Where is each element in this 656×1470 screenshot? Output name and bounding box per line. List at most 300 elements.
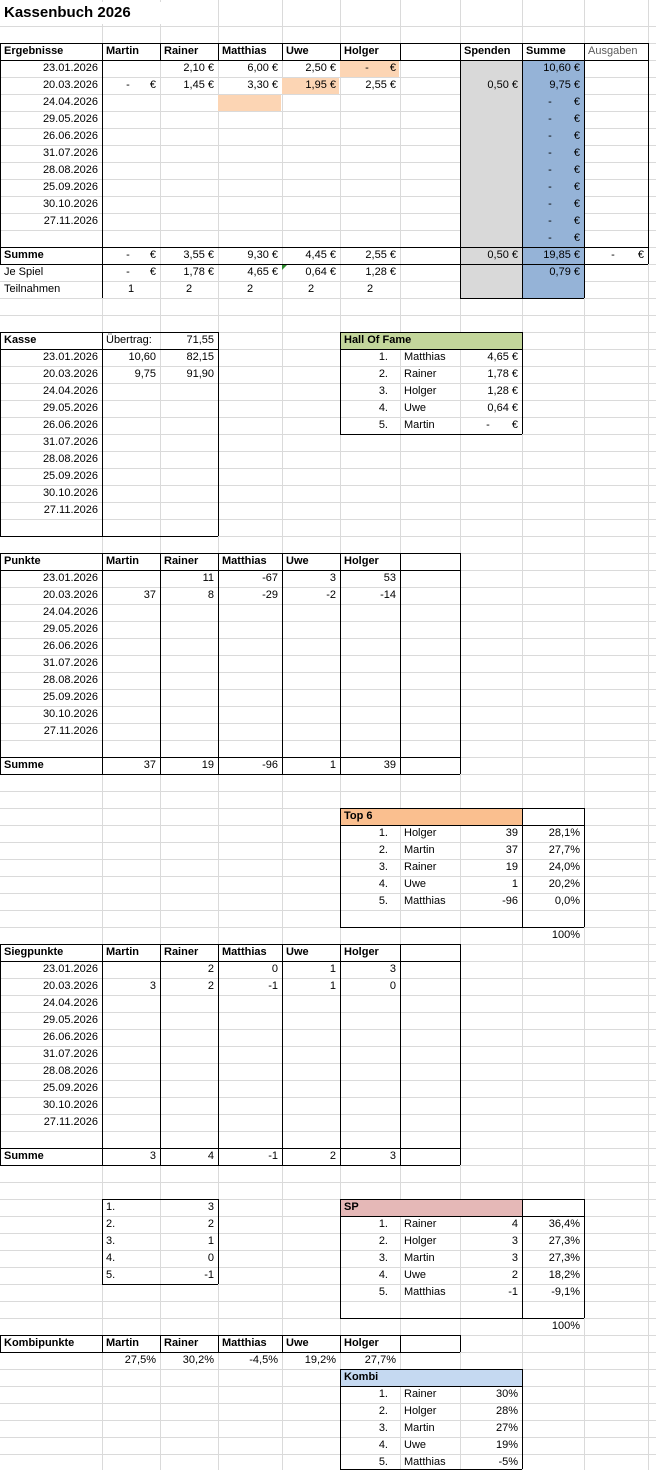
table-border [340,349,522,350]
teilnahmen-value[interactable]: 2 [185,283,193,295]
punkte-value[interactable]: 8 [207,589,214,601]
table-border [340,1199,584,1200]
je-spiel-value[interactable]: 1,28 € [365,266,396,278]
punkte-date[interactable]: 24.04.2026 [42,606,98,618]
table-border [160,43,161,60]
hall-of-fame-rank[interactable]: 4. [378,402,388,414]
sp-value[interactable]: -1 [508,1286,518,1298]
table-border [102,332,103,536]
kombipunkte-value[interactable]: 30,2% [182,1354,214,1366]
kombi-title[interactable]: Kombi [344,1371,379,1383]
sp-pct[interactable]: 36,4% [548,1218,580,1230]
ergebnisse-value[interactable]: 3,30 € [247,79,278,91]
ergebnisse-header-summe[interactable]: Summe [526,45,566,57]
kombi-name[interactable]: Martin [404,1422,435,1434]
ergebnisse-date[interactable]: 28.08.2026 [42,164,98,176]
kombipunkte-value[interactable]: -4,5% [249,1354,278,1366]
kombi-name[interactable]: Holger [404,1405,437,1417]
je-spiel-value[interactable]: 4,65 € [247,266,278,278]
kasse-label[interactable]: Kasse [4,334,37,346]
punkte-date[interactable]: 31.07.2026 [42,657,98,669]
table-border [460,944,461,1165]
siegpunkte-date[interactable]: 27.11.2026 [43,1116,98,1128]
punkte-value[interactable]: 11 [202,572,214,584]
table-border [340,944,341,1165]
kasse-date[interactable]: 31.07.2026 [42,436,98,448]
table-border [0,247,648,248]
kombipunkte-header-martin[interactable]: Martin [106,1337,139,1349]
kasse-einnahme[interactable]: 9,75 [134,368,156,380]
table-border [340,1199,341,1318]
punkte-summe-value[interactable]: -96 [262,759,278,771]
ergebnisse-date[interactable]: 31.07.2026 [42,147,98,159]
top6-pct[interactable]: 20,2% [548,878,580,890]
teilnahmen-label[interactable]: Teilnahmen [4,283,61,295]
ergebnisse-date[interactable]: 30.10.2026 [42,198,98,210]
siegpunkte-summe-value[interactable]: 3 [389,1150,396,1162]
ranking-rank[interactable]: 1. [106,1201,116,1213]
siegpunkte-header-martin[interactable]: Martin [106,946,139,958]
spenden-summe[interactable]: 0,50 € [487,249,518,261]
siegpunkte-header-matthias[interactable]: Matthias [222,946,267,958]
ergebnisse-header-spenden[interactable]: Spenden [464,45,511,57]
top6-name[interactable]: Martin [404,844,435,856]
table-border [218,1335,219,1352]
punkte-value[interactable]: -2 [326,589,336,601]
sp-rank[interactable]: 2. [378,1235,388,1247]
kombipunkte-value[interactable]: 27,5% [124,1354,156,1366]
kasse-date[interactable]: 30.10.2026 [42,487,98,499]
table-border [340,1369,341,1469]
kombi-rank[interactable]: 2. [378,1405,388,1417]
ranking-value[interactable]: 3 [207,1201,214,1213]
punkte-date[interactable]: 23.01.2026 [42,572,98,584]
kombi-value[interactable]: 27% [495,1422,518,1434]
hall-of-fame-rank[interactable]: 2. [378,368,388,380]
je-spiel-value[interactable]: 0,64 € [282,264,340,281]
punkte-value[interactable]: 3 [329,572,336,584]
kasse-einnahme[interactable]: 10,60 [128,351,156,363]
punkte-summe-value[interactable]: 37 [143,759,156,771]
summe-value[interactable]: - € [548,232,580,244]
ergebnisse-value[interactable]: 1,95 € [305,79,336,91]
siegpunkte-date[interactable]: 31.07.2026 [42,1048,98,1060]
top6-title[interactable]: Top 6 [344,810,373,822]
summe-value[interactable]: - € [548,130,580,142]
kombi-value[interactable]: 28% [495,1405,518,1417]
table-border [584,808,585,927]
hall-of-fame-title[interactable]: Hall Of Fame [344,334,412,346]
top6-name[interactable]: Uwe [404,878,427,890]
punkte-date[interactable]: 25.09.2026 [42,691,98,703]
ergebnisse-summe-value[interactable]: - € [126,249,156,261]
ergebnisse-value[interactable]: - € [126,79,156,91]
siegpunkte-value[interactable]: 0 [271,963,278,975]
je-spiel-label[interactable]: Je Spiel [4,266,44,278]
table-border [340,434,522,435]
sp-value[interactable]: 4 [511,1218,518,1230]
punkte-summe-value[interactable]: 19 [201,759,214,771]
table-border [0,1165,460,1166]
summe-value[interactable]: - € [548,215,580,227]
table-border [522,332,523,434]
teilnahmen-value[interactable]: 1 [127,283,135,295]
punkte-value[interactable]: -29 [262,589,278,601]
ergebnisse-header-matthias[interactable]: Matthias [222,45,267,57]
top6-value[interactable]: 39 [505,827,518,839]
table-border [340,808,584,809]
sp-name[interactable]: Uwe [404,1269,427,1281]
teilnahmen-value[interactable]: 2 [246,283,254,295]
kombi-value[interactable]: -5% [498,1456,518,1468]
table-border [400,43,401,60]
uebertrag-value[interactable]: 71,55 [186,334,214,346]
hall-of-fame-rank[interactable]: 5. [378,419,388,431]
hall-of-fame-value[interactable]: 1,78 € [487,368,518,380]
top6-value[interactable]: 1 [511,878,518,890]
ergebnisse-value[interactable]: 2,50 € [305,62,336,74]
top6-name[interactable]: Holger [404,827,437,839]
table-border [102,1284,218,1285]
table-border [218,944,219,1165]
top6-pct[interactable]: 24,0% [548,861,580,873]
ergebnisse-summe-value[interactable]: 4,45 € [305,249,336,261]
ergebnisse-value[interactable]: - € [365,62,396,74]
sp-value[interactable]: 2 [511,1269,518,1281]
kasse-stand[interactable]: 91,90 [186,368,214,380]
siegpunkte-summe-value[interactable]: 2 [329,1150,336,1162]
siegpunkte-date[interactable]: 30.10.2026 [42,1099,98,1111]
kasse-date[interactable]: 29.05.2026 [42,402,98,414]
kasse-date[interactable]: 20.03.2026 [42,368,98,380]
ergebnisse-value[interactable]: 2,10 € [183,62,214,74]
siegpunkte-value[interactable]: 1 [329,980,336,992]
punkte-header-holger[interactable]: Holger [344,555,379,567]
top6-rank[interactable]: 2. [378,844,388,856]
kombipunkte-header-kombipunkte[interactable]: Kombipunkte [4,1337,75,1349]
table-border [0,757,460,758]
table-border [218,1199,219,1284]
hall-of-fame-rank[interactable]: 3. [378,385,388,397]
summe-value[interactable]: - € [548,164,580,176]
siegpunkte-header-holger[interactable]: Holger [344,946,379,958]
table-border [0,60,648,61]
sp-rank[interactable]: 3. [378,1252,388,1264]
ergebnisse-header-rainer[interactable]: Rainer [164,45,199,57]
table-border [0,944,460,945]
table-border [218,43,219,60]
top6-rank[interactable]: 4. [378,878,388,890]
hall-of-fame-value[interactable]: - € [486,419,518,431]
kombipunkte-value[interactable]: 27,7% [364,1354,396,1366]
ergebnisse-value[interactable]: 2,55 € [365,79,396,91]
kombi-rank[interactable]: 5. [378,1456,388,1468]
sp-pct[interactable]: -9,1% [551,1286,580,1298]
table-border [0,553,460,554]
sp-rank[interactable]: 1. [378,1218,388,1230]
siegpunkte-summe-value[interactable]: 3 [149,1150,156,1162]
table-border [400,553,401,774]
sp-pct[interactable]: 27,3% [548,1252,580,1264]
table-border [340,1386,522,1387]
top6-name[interactable]: Matthias [404,895,446,907]
table-border [0,43,648,44]
punkte-date[interactable]: 27.11.2026 [43,725,98,737]
ergebnisse-date[interactable]: 27.11.2026 [43,215,98,227]
kasse-date[interactable]: 28.08.2026 [42,453,98,465]
ergebnisse-date[interactable]: 24.04.2026 [42,96,98,108]
hall-of-fame-value[interactable]: 1,28 € [487,385,518,397]
sp-rank[interactable]: 5. [378,1286,388,1298]
kombipunkte-header-uwe[interactable]: Uwe [286,1337,309,1349]
siegpunkte-date[interactable]: 23.01.2026 [42,963,98,975]
table-border [102,1335,103,1352]
ranking-value[interactable]: 0 [207,1252,214,1264]
top6-value[interactable]: -96 [502,895,518,907]
siegpunkte-value[interactable]: 3 [389,963,396,975]
sp-value[interactable]: 3 [511,1235,518,1247]
kombi-name[interactable]: Matthias [404,1456,446,1468]
kombipunkte-header-rainer[interactable]: Rainer [164,1337,199,1349]
punkte-header-uwe[interactable]: Uwe [286,555,309,567]
table-border [0,1335,460,1336]
siegpunkte-value[interactable]: 3 [149,980,156,992]
siegpunkte-summe-label[interactable]: Summe [4,1150,44,1162]
je-spiel-value[interactable]: 1,78 € [183,266,214,278]
hall-of-fame-name[interactable]: Rainer [404,368,437,380]
table-border [160,944,161,1165]
kasse-date[interactable]: 23.01.2026 [42,351,98,363]
kasse-date[interactable]: 25.09.2026 [42,470,98,482]
ergebnisse-header-martin[interactable]: Martin [106,45,139,57]
top6-pct[interactable]: 27,7% [548,844,580,856]
ausgaben-summe[interactable]: - € [611,249,644,261]
ergebnisse-date[interactable]: 29.05.2026 [42,113,98,125]
hall-of-fame-value[interactable]: 0,64 € [487,402,518,414]
table-border [460,553,461,774]
ranking-value[interactable]: 1 [207,1235,214,1247]
summe-total[interactable]: 19,85 € [543,249,580,261]
table-border [340,553,341,774]
kombi-rank[interactable]: 4. [378,1439,388,1451]
ergebnisse-summe-label[interactable]: Summe [4,249,44,261]
ergebnisse-summe-value[interactable]: 3,55 € [183,249,214,261]
top6-rank[interactable]: 3. [378,861,388,873]
ranking-value[interactable]: 2 [207,1218,214,1230]
kombi-value[interactable]: 30% [495,1388,518,1400]
top6-value[interactable]: 37 [505,844,518,856]
siegpunkte-date[interactable]: 20.03.2026 [42,980,98,992]
punkte-date[interactable]: 28.08.2026 [42,674,98,686]
sp-pct[interactable]: 27,3% [548,1235,580,1247]
punkte-value[interactable]: 53 [383,572,396,584]
kombi-name[interactable]: Rainer [404,1388,437,1400]
ergebnisse-value[interactable]: 1,45 € [183,79,214,91]
summe-value[interactable]: - € [548,181,580,193]
summe-value[interactable]: 9,75 € [549,79,580,91]
page-title[interactable]: Kassenbuch 2026 [4,2,210,24]
punkte-summe-label[interactable]: Summe [4,759,44,771]
punkte-header-matthias[interactable]: Matthias [222,555,267,567]
sp-name[interactable]: Matthias [404,1286,446,1298]
table-border [340,927,584,928]
siegpunkte-date[interactable]: 26.06.2026 [42,1031,98,1043]
siegpunkte-value[interactable]: -1 [268,980,278,992]
siegpunkte-summe-value[interactable]: -1 [268,1150,278,1162]
kombi-rank[interactable]: 3. [378,1422,388,1434]
kasse-date[interactable]: 24.04.2026 [42,385,98,397]
top6-total[interactable]: 100% [551,929,580,941]
ranking-rank[interactable]: 5. [106,1269,116,1281]
hall-of-fame-rank[interactable]: 1. [378,351,388,363]
table-border [282,43,283,60]
kombi-value[interactable]: 19% [495,1439,518,1451]
kasse-stand[interactable]: 82,15 [186,351,214,363]
ergebnisse-header-holger[interactable]: Holger [344,45,379,57]
ergebnisse-date[interactable]: 25.09.2026 [42,181,98,193]
table-border [522,1199,523,1318]
spenden-value[interactable]: 0,50 € [487,79,518,91]
punkte-summe-value[interactable]: 39 [383,759,396,771]
je-spiel-summe[interactable]: 0,79 € [549,266,580,278]
punkte-value[interactable]: 37 [143,589,156,601]
table-border [160,553,161,774]
sp-value[interactable]: 3 [511,1252,518,1264]
top6-pct[interactable]: 28,1% [548,827,580,839]
ergebnisse-header-ergebnisse[interactable]: Ergebnisse [4,45,64,57]
table-border [282,1335,283,1352]
punkte-header-punkte[interactable]: Punkte [4,555,41,567]
summe-value[interactable]: - € [548,113,580,125]
siegpunkte-summe-value[interactable]: 4 [207,1150,214,1162]
top6-name[interactable]: Rainer [404,861,437,873]
siegpunkte-value[interactable]: 1 [329,963,336,975]
top6-pct[interactable]: 0,0% [554,895,580,907]
punkte-date[interactable]: 30.10.2026 [42,708,98,720]
ergebnisse-header-ausgaben[interactable]: Ausgaben [588,45,638,57]
ranking-rank[interactable]: 3. [106,1235,116,1247]
table-border [340,808,341,927]
table-border [340,1216,584,1217]
ergebnisse-summe-value[interactable]: 9,30 € [247,249,278,261]
hall-of-fame-name[interactable]: Martin [404,419,435,431]
table-border [648,43,649,264]
siegpunkte-header-uwe[interactable]: Uwe [286,946,309,958]
sp-name[interactable]: Rainer [404,1218,437,1230]
sp-title[interactable]: SP [344,1201,359,1213]
je-spiel-value[interactable]: - € [126,266,156,278]
table-border [218,553,219,774]
top6-value[interactable]: 19 [505,861,518,873]
ranking-rank[interactable]: 4. [106,1252,116,1264]
table-border [102,43,103,298]
siegpunkte-header-siegpunkte[interactable]: Siegpunkte [4,946,64,958]
hall-of-fame-name[interactable]: Matthias [404,351,446,363]
table-border [0,536,218,537]
kombi-rank[interactable]: 1. [378,1388,388,1400]
siegpunkte-date[interactable]: 25.09.2026 [42,1082,98,1094]
kombipunkte-header-holger[interactable]: Holger [344,1337,379,1349]
table-border [400,944,401,1165]
sp-name[interactable]: Martin [404,1252,435,1264]
siegpunkte-date[interactable]: 29.05.2026 [42,1014,98,1026]
sp-rank[interactable]: 4. [378,1269,388,1281]
table-border [584,43,585,298]
table-border [460,298,584,299]
top6-rank[interactable]: 5. [378,895,388,907]
table-border [340,1318,584,1319]
punkte-header-martin[interactable]: Martin [106,555,139,567]
lowest-value-highlight [218,95,281,111]
kasse-date[interactable]: 27.11.2026 [43,504,98,516]
punkte-header-rainer[interactable]: Rainer [164,555,199,567]
hall-of-fame-value[interactable]: 4,65 € [487,351,518,363]
table-border [218,332,219,536]
hall-of-fame-name[interactable]: Holger [404,385,437,397]
sp-total[interactable]: 100% [551,1320,580,1332]
summe-value[interactable]: 10,60 € [543,62,580,74]
table-border [0,43,1,264]
ergebnisse-value[interactable]: 6,00 € [247,62,278,74]
siegpunkte-value[interactable]: 0 [389,980,396,992]
kasse-date[interactable]: 26.06.2026 [42,419,98,431]
ergebnisse-date[interactable]: 26.06.2026 [42,130,98,142]
ranking-rank[interactable]: 2. [106,1218,116,1230]
siegpunkte-value[interactable]: 2 [207,980,214,992]
table-border [340,332,341,434]
summe-value[interactable]: - € [548,96,580,108]
sp-name[interactable]: Holger [404,1235,437,1247]
kombipunkte-header-matthias[interactable]: Matthias [222,1337,267,1349]
summe-value[interactable]: - € [548,198,580,210]
table-border [340,43,341,60]
siegpunkte-value[interactable]: 2 [207,963,214,975]
hall-of-fame-name[interactable]: Uwe [404,402,427,414]
ranking-value[interactable]: -1 [204,1269,214,1281]
table-border [460,1335,461,1352]
punkte-date[interactable]: 26.06.2026 [42,640,98,652]
table-border [0,1352,460,1353]
table-border [102,1199,218,1200]
punkte-date[interactable]: 20.03.2026 [42,589,98,601]
teilnahmen-value[interactable]: 2 [366,283,374,295]
table-border [0,332,1,536]
table-border [102,553,103,774]
kombipunkte-value[interactable]: 19,2% [304,1354,336,1366]
top6-rank[interactable]: 1. [378,827,388,839]
siegpunkte-date[interactable]: 24.04.2026 [42,997,98,1009]
table-border [0,774,460,775]
ergebnisse-summe-value[interactable]: 2,55 € [365,249,396,261]
table-border [102,944,103,1165]
uebertrag-label[interactable]: Übertrag: [106,334,152,346]
punkte-summe-value[interactable]: 1 [329,759,336,771]
table-border [400,1335,401,1352]
siegpunkte-header-rainer[interactable]: Rainer [164,946,199,958]
table-border [340,1335,341,1352]
teilnahmen-value[interactable]: 2 [307,283,315,295]
sp-pct[interactable]: 18,2% [548,1269,580,1281]
ergebnisse-date[interactable]: 23.01.2026 [42,62,98,74]
punkte-date[interactable]: 29.05.2026 [42,623,98,635]
punkte-value[interactable]: -67 [262,572,278,584]
summe-value[interactable]: - € [548,147,580,159]
kombi-name[interactable]: Uwe [404,1439,427,1451]
ergebnisse-date[interactable]: 20.03.2026 [42,79,98,91]
punkte-value[interactable]: -14 [380,589,396,601]
siegpunkte-date[interactable]: 28.08.2026 [42,1065,98,1077]
ergebnisse-header-uwe[interactable]: Uwe [286,45,309,57]
